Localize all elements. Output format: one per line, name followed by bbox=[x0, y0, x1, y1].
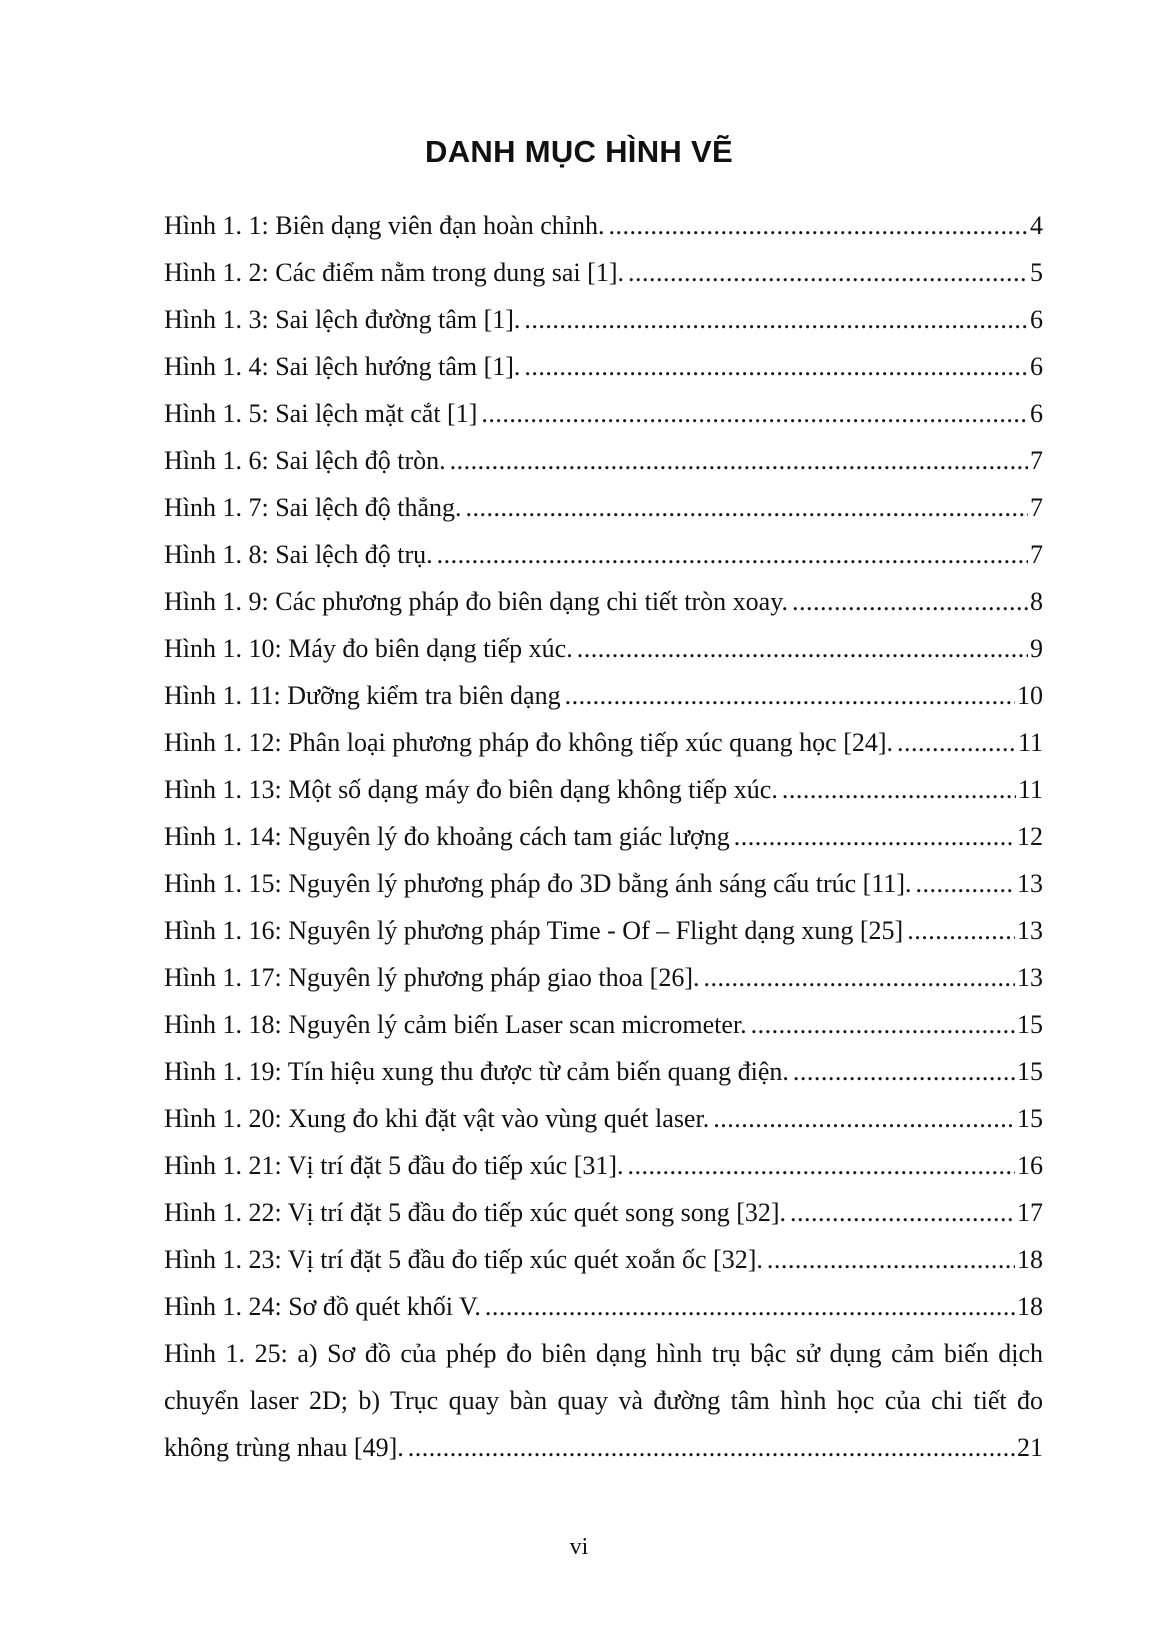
toc-entry-page: 12 bbox=[1017, 822, 1043, 851]
dot-leader bbox=[792, 578, 1028, 625]
dot-leader bbox=[608, 202, 1028, 249]
toc-entry-page: 8 bbox=[1030, 587, 1043, 616]
dot-leader bbox=[751, 1001, 1015, 1048]
toc-entry-label: Hình 1. 24: Sơ đồ quét khối V. bbox=[164, 1292, 481, 1321]
toc-entry[interactable] bbox=[164, 343, 1043, 390]
toc-entry-multiline[interactable] bbox=[164, 1330, 1043, 1471]
toc-entry-page: 6 bbox=[1030, 305, 1043, 334]
toc-entry-page: 13 bbox=[1017, 916, 1043, 945]
toc-entry-page: 7 bbox=[1030, 540, 1043, 569]
toc-entry[interactable] bbox=[164, 766, 1043, 813]
toc-entry-line: Hình 1. 25: a) Sơ đồ của phép đo biên dạng hình trụ bậc sử dụng cảm biến dịch bbox=[164, 1339, 1043, 1368]
toc-entry-page: 16 bbox=[1017, 1151, 1043, 1180]
dot-leader bbox=[790, 1189, 1015, 1236]
toc-entry-label: Hình 1. 7: Sai lệch độ thẳng. bbox=[164, 493, 462, 522]
dot-leader bbox=[907, 907, 1015, 954]
toc-entry-page: 15 bbox=[1017, 1010, 1043, 1039]
toc-entry[interactable] bbox=[164, 484, 1043, 531]
dot-leader bbox=[481, 390, 1028, 437]
toc-entry-label: Hình 1. 1: Biên dạng viên đạn hoàn chỉnh. bbox=[164, 211, 605, 240]
toc-entry[interactable] bbox=[164, 1001, 1043, 1048]
toc-entry-label: Hình 1. 4: Sai lệch hướng tâm [1]. bbox=[164, 352, 521, 381]
page-title: DANH MỤC HÌNH VẼ bbox=[425, 134, 733, 169]
toc-entry[interactable] bbox=[164, 249, 1043, 296]
toc-entry[interactable] bbox=[164, 202, 1043, 249]
toc-entry[interactable] bbox=[164, 719, 1043, 766]
toc-entry-label: Hình 1. 18: Nguyên lý cảm biến Laser scan micrometer. bbox=[164, 1010, 747, 1039]
toc-entry-label: Hình 1. 19: Tín hiệu xung thu được từ cảm biến quang điện. bbox=[164, 1057, 789, 1086]
dot-leader bbox=[565, 672, 1015, 719]
toc-entry-label: Hình 1. 16: Nguyên lý phương pháp Time - Of – Flight dạng xung [25] bbox=[164, 916, 904, 945]
toc-entry[interactable] bbox=[164, 1236, 1043, 1283]
toc-entry[interactable] bbox=[164, 578, 1043, 625]
toc-entry-page: 5 bbox=[1030, 258, 1043, 287]
dot-leader bbox=[767, 1236, 1015, 1283]
toc-entry-label: không trùng nhau [49]. bbox=[164, 1433, 404, 1462]
toc-entry-label: Hình 1. 2: Các điểm nằm trong dung sai [1]. bbox=[164, 258, 624, 287]
dot-leader bbox=[628, 249, 1028, 296]
dot-leader bbox=[713, 1095, 1015, 1142]
toc-entry-line: chuyển laser 2D; b) Trục quay bàn quay và đường tâm hình học của chi tiết đo bbox=[164, 1386, 1043, 1415]
page-number: vi bbox=[569, 1534, 589, 1560]
dot-leader bbox=[704, 954, 1016, 1001]
toc-entry-page: 15 bbox=[1017, 1057, 1043, 1086]
toc-entry[interactable] bbox=[164, 813, 1043, 860]
toc-entry-page: 17 bbox=[1017, 1198, 1043, 1227]
toc-entry-page: 21 bbox=[1017, 1433, 1043, 1462]
toc-entry-label: Hình 1. 9: Các phương pháp đo biên dạng chi tiết tròn xoay. bbox=[164, 587, 789, 616]
dot-leader bbox=[466, 484, 1028, 531]
toc-entry-label: Hình 1. 23: Vị trí đặt 5 đầu đo tiếp xúc quét xoắn ốc [32]. bbox=[164, 1245, 763, 1274]
toc-entry-label: Hình 1. 20: Xung đo khi đặt vật vào vùng quét laser. bbox=[164, 1104, 710, 1133]
dot-leader bbox=[628, 1142, 1015, 1189]
toc-entry-label: Hình 1. 12: Phân loại phương pháp đo không tiếp xúc quang học [24]. bbox=[164, 728, 894, 757]
toc-entry-label: Hình 1. 8: Sai lệch độ trụ. bbox=[164, 540, 433, 569]
toc-entry-label: Hình 1. 15: Nguyên lý phương pháp đo 3D bằng ánh sáng cấu trúc [11]. bbox=[164, 869, 912, 898]
toc-entry[interactable] bbox=[164, 1142, 1043, 1189]
toc-entry-page: 11 bbox=[1017, 775, 1043, 804]
dot-leader bbox=[524, 296, 1028, 343]
toc-entry-page: 4 bbox=[1030, 211, 1043, 240]
dot-leader bbox=[577, 625, 1028, 672]
toc-entry-label: Hình 1. 5: Sai lệch mặt cắt [1] bbox=[164, 399, 478, 428]
toc-entry-page: 18 bbox=[1017, 1245, 1043, 1274]
toc-entry-label: Hình 1. 21: Vị trí đặt 5 đầu đo tiếp xúc [31]. bbox=[164, 1151, 624, 1180]
toc-entry[interactable] bbox=[164, 860, 1043, 907]
dot-leader bbox=[734, 813, 1015, 860]
toc-entry-last-line bbox=[164, 1424, 1043, 1471]
toc-entry-label: Hình 1. 11: Dưỡng kiểm tra biên dạng bbox=[164, 681, 561, 710]
toc-entry-page: 13 bbox=[1017, 963, 1043, 992]
toc-entry-page: 11 bbox=[1017, 728, 1043, 757]
toc-entry-label: Hình 1. 10: Máy đo biên dạng tiếp xúc. bbox=[164, 634, 573, 663]
dot-leader bbox=[782, 766, 1016, 813]
toc-entry-label: Hình 1. 13: Một số dạng máy đo biên dạng không tiếp xúc. bbox=[164, 775, 778, 804]
toc-entry[interactable] bbox=[164, 907, 1043, 954]
toc-entry-label: Hình 1. 3: Sai lệch đường tâm [1]. bbox=[164, 305, 521, 334]
toc-entry[interactable] bbox=[164, 1189, 1043, 1236]
figure-list bbox=[164, 202, 1043, 1471]
toc-entry-page: 15 bbox=[1017, 1104, 1043, 1133]
toc-entry-page: 6 bbox=[1030, 352, 1043, 381]
dot-leader bbox=[897, 719, 1016, 766]
toc-entry[interactable] bbox=[164, 954, 1043, 1001]
toc-entry-page: 13 bbox=[1017, 869, 1043, 898]
dot-leader bbox=[485, 1283, 1015, 1330]
dot-leader bbox=[916, 860, 1015, 907]
dot-leader bbox=[437, 531, 1028, 578]
toc-entry-page: 7 bbox=[1030, 493, 1043, 522]
toc-entry-label: Hình 1. 6: Sai lệch độ tròn. bbox=[164, 446, 446, 475]
toc-entry-label: Hình 1. 14: Nguyên lý đo khoảng cách tam giác lượng bbox=[164, 822, 730, 851]
toc-entry[interactable] bbox=[164, 1048, 1043, 1095]
dot-leader bbox=[793, 1048, 1015, 1095]
dot-leader bbox=[524, 343, 1028, 390]
toc-entry[interactable] bbox=[164, 437, 1043, 484]
toc-entry[interactable] bbox=[164, 531, 1043, 578]
toc-entry[interactable] bbox=[164, 625, 1043, 672]
dot-leader bbox=[408, 1424, 1015, 1471]
toc-entry-page: 9 bbox=[1030, 634, 1043, 663]
toc-entry-label: Hình 1. 22: Vị trí đặt 5 đầu đo tiếp xúc quét song song [32]. bbox=[164, 1198, 787, 1227]
toc-entry-page: 10 bbox=[1017, 681, 1043, 710]
toc-entry-page: 18 bbox=[1017, 1292, 1043, 1321]
toc-entry[interactable] bbox=[164, 1095, 1043, 1142]
toc-entry-label: Hình 1. 17: Nguyên lý phương pháp giao thoa [26]. bbox=[164, 963, 700, 992]
toc-entry[interactable] bbox=[164, 672, 1043, 719]
toc-entry[interactable] bbox=[164, 296, 1043, 343]
toc-entry[interactable] bbox=[164, 1283, 1043, 1330]
toc-entry-page: 7 bbox=[1030, 446, 1043, 475]
toc-entry[interactable] bbox=[164, 390, 1043, 437]
toc-entry-page: 6 bbox=[1030, 399, 1043, 428]
dot-leader bbox=[450, 437, 1028, 484]
